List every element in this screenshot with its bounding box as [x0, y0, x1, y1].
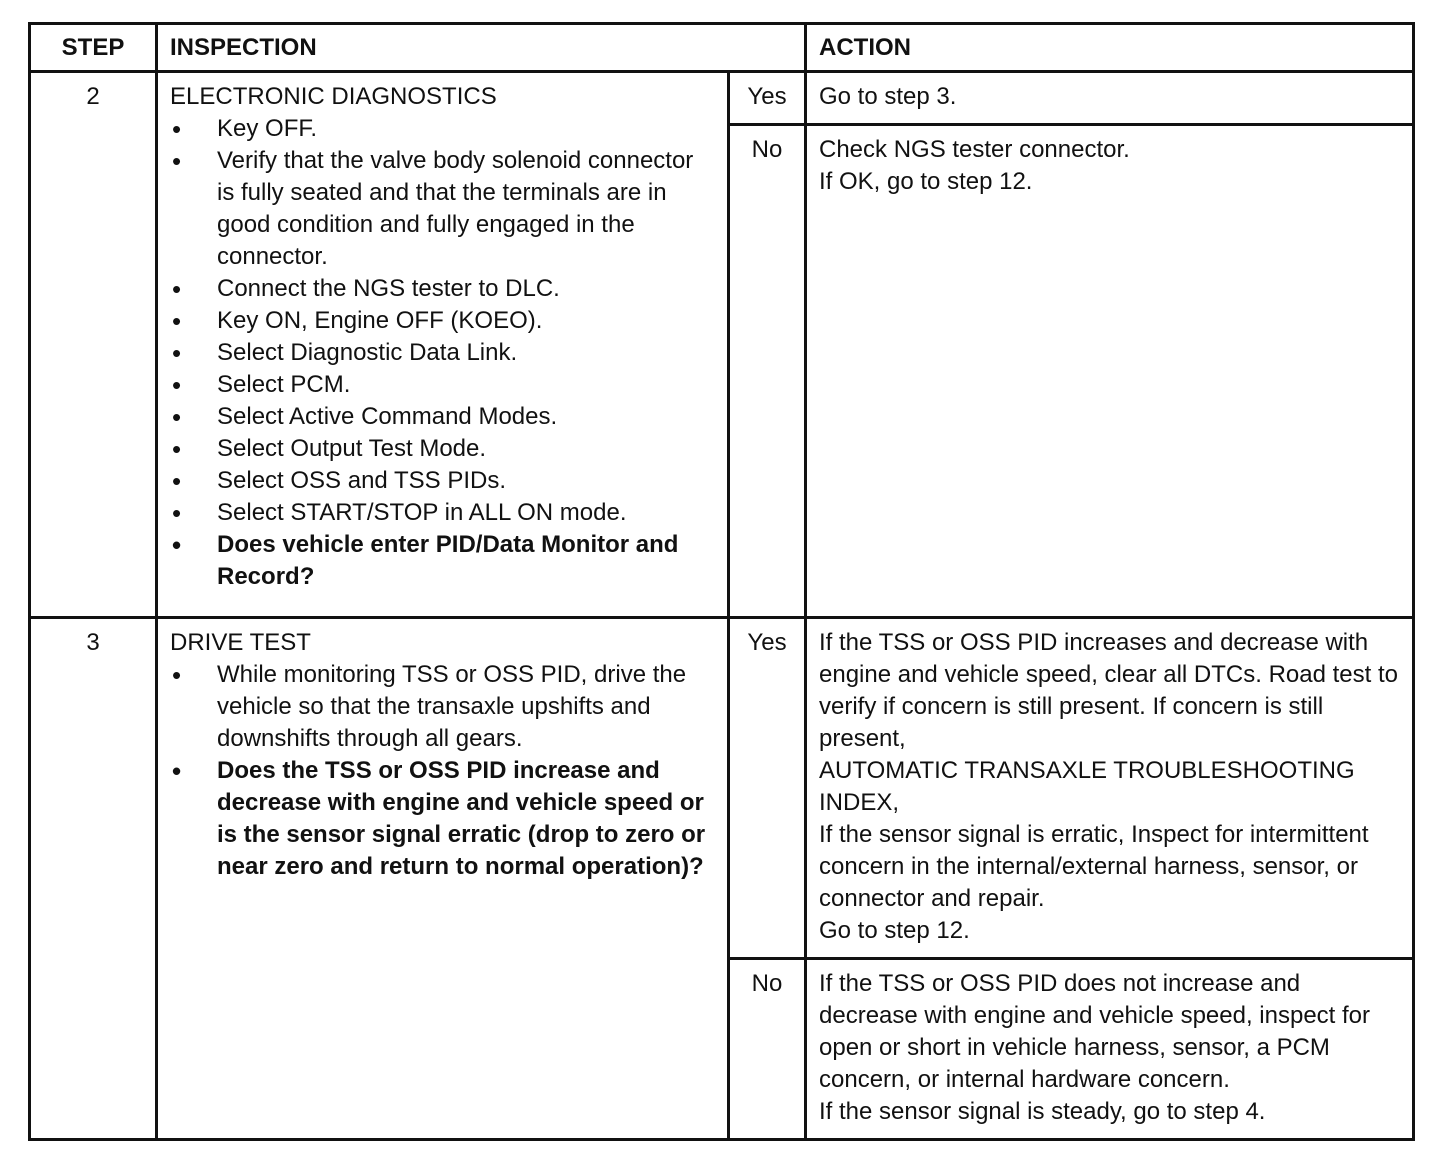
inspection-question: • Does the TSS or OSS PID increase and decrease with engine and vehicle speed or is the sensor signal erratic (drop to zero or near zero and return to normal operation)?	[170, 755, 715, 883]
bullet-item: • Select Diagnostic Data Link.	[170, 337, 715, 369]
step-number: 3	[30, 618, 157, 1140]
step-3-inspection	[157, 618, 729, 1140]
bullet-item: • Select Output Test Mode.	[170, 433, 715, 465]
header-row	[30, 24, 1414, 72]
no-action	[806, 959, 1414, 1140]
action-line: If the TSS or OSS PID increases and decrease with engine and vehicle speed, clear all DTCs. Road test to verify if concern is still present. If concern is still present,	[819, 629, 1398, 752]
inspection-question: • Does vehicle enter PID/Data Monitor and Record?	[170, 529, 715, 593]
action-line: Go to step 12.	[819, 917, 970, 944]
no-label: No	[729, 125, 806, 618]
bullet-item: • Connect the NGS tester to DLC.	[170, 273, 715, 305]
action-line: If the sensor signal is erratic, Inspect for intermittent concern in the internal/external harness, sensor, or connector and repair.	[819, 821, 1369, 912]
action-line: If the TSS or OSS PID does not increase and decrease with engine and vehicle speed, inspect for open or short in vehicle harness, sensor, a PCM concern, or internal hardware concern.	[819, 970, 1371, 1093]
step-2-inspection	[157, 72, 729, 618]
yes-action	[806, 72, 1414, 125]
bullet-item: • Select Active Command Modes.	[170, 401, 715, 433]
action-line: AUTOMATIC TRANSAXLE TROUBLESHOOTING INDEX,	[819, 757, 1355, 816]
inspection-title: DRIVE TEST	[170, 629, 311, 656]
action-column-header: ACTION	[806, 24, 1414, 72]
bullet-item: • Key ON, Engine OFF (KOEO).	[170, 305, 715, 337]
step-number: 2	[30, 72, 157, 618]
bullet-item: • Key OFF.	[170, 113, 715, 145]
action-line: If the sensor signal is steady, go to step 4.	[819, 1098, 1266, 1125]
yes-label: Yes	[729, 618, 806, 959]
step-3-yes-row	[30, 618, 1414, 959]
step-2-yes-row	[30, 72, 1414, 125]
inspection-bullet-list	[170, 113, 715, 593]
yes-action	[806, 618, 1414, 959]
action-line: Check NGS tester connector.	[819, 136, 1130, 163]
bullet-item: • Select PCM.	[170, 369, 715, 401]
action-line: Go to step 3.	[819, 83, 957, 110]
inspection-bullet-list	[170, 659, 715, 883]
bullet-item: • Select START/STOP in ALL ON mode.	[170, 497, 715, 529]
no-label: No	[729, 959, 806, 1140]
action-line: If OK, go to step 12.	[819, 168, 1033, 195]
inspection-column-header: INSPECTION	[157, 24, 806, 72]
bullet-item: • Verify that the valve body solenoid connector is fully seated and that the terminals are in good condition and fully engaged in the connector.	[170, 145, 715, 273]
step-column-header: STEP	[30, 24, 157, 72]
bullet-item: • While monitoring TSS or OSS PID, drive the vehicle so that the transaxle upshifts and downshifts through all gears.	[170, 659, 715, 755]
no-action	[806, 125, 1414, 618]
diagnostic-table	[28, 22, 1415, 1141]
yes-label: Yes	[729, 72, 806, 125]
bullet-item: • Select OSS and TSS PIDs.	[170, 465, 715, 497]
inspection-title: ELECTRONIC DIAGNOSTICS	[170, 83, 497, 110]
